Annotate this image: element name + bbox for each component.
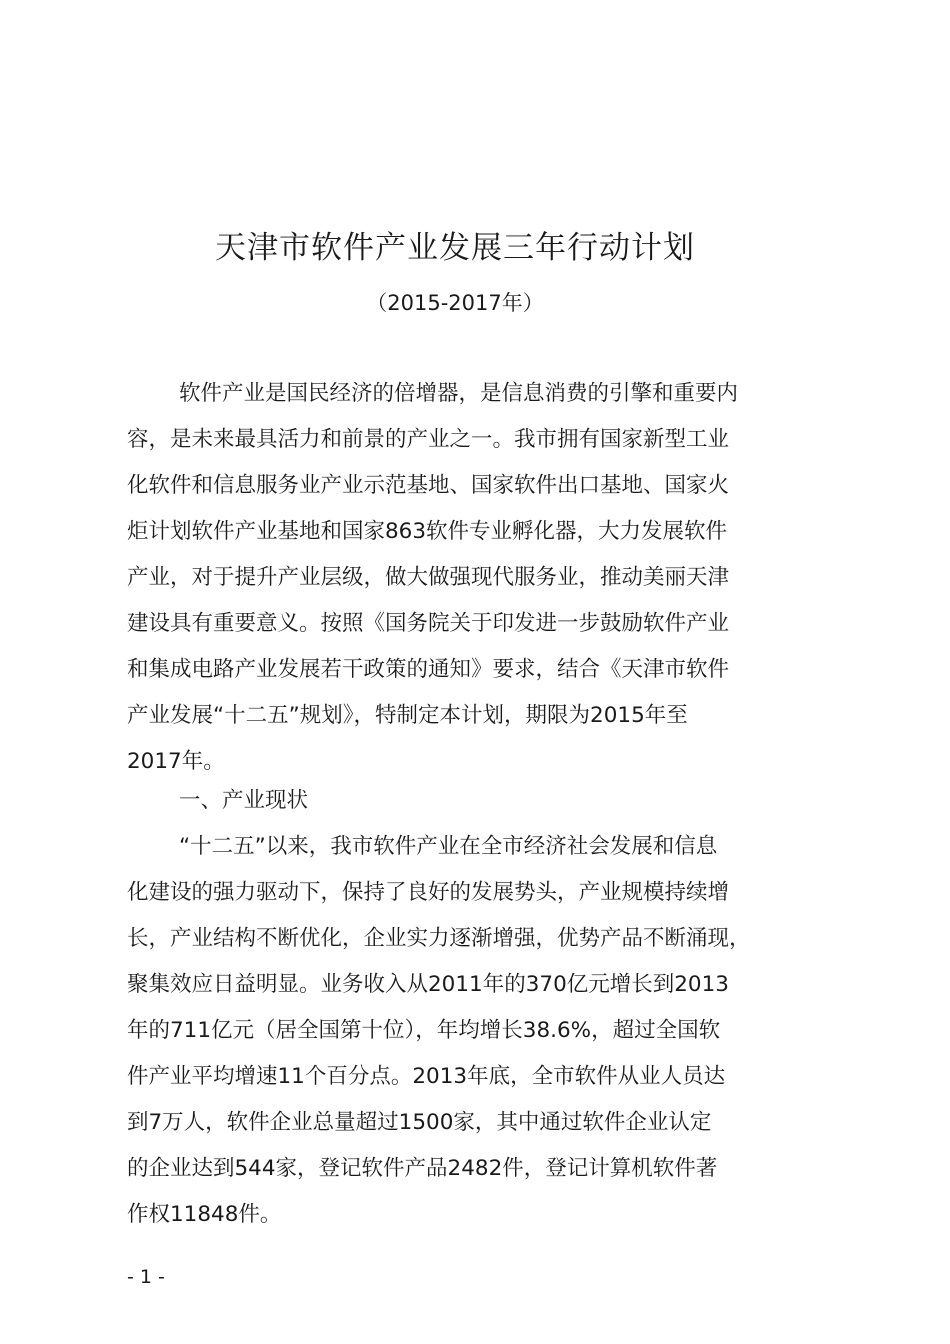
paragraph-line: 产业，对于提升产业层级，做大做强现代服务业，推动美丽天津 <box>127 565 730 590</box>
paragraph-line: 化软件和信息服务业产业示范基地、国家软件出口基地、国家火 <box>127 473 730 498</box>
document-title: 天津市软件产业发展三年行动计划 <box>215 230 695 266</box>
paragraph-line: 的企业达到544家，登记软件产品2482件，登记计算机软件著 <box>127 1156 718 1181</box>
intro-paragraph <box>127 371 787 785</box>
paragraph-line: 产业发展“十二五”规划》，特制定本计划，期限为2015年至 <box>127 703 688 728</box>
paragraph-line: 软件产业是国民经济的倍增器，是信息消费的引擎和重要内 <box>179 381 739 406</box>
paragraph-line: 聚集效应日益明显。业务收入从2011年的370亿元增长到2013 <box>127 972 729 997</box>
paragraph-line: 件产业平均增速11个百分点。2013年底，全市软件从业人员达 <box>127 1064 726 1089</box>
paragraph-line: 年的711亿元（居全国第十位），年均增长38.6%，超过全国软 <box>127 1018 721 1043</box>
page-number: - 1 - <box>127 1266 165 1288</box>
section1-paragraph <box>127 824 787 1238</box>
paragraph-line: “十二五”以来，我市软件产业在全市经济社会发展和信息 <box>179 834 718 859</box>
section-heading: 一、产业现状 <box>179 788 309 813</box>
document-subtitle: （2015-2017年） <box>366 291 544 315</box>
paragraph-line: 炬计划软件产业基地和国家863软件专业孵化器，大力发展软件 <box>127 519 728 544</box>
paragraph-line: 到7万人，软件企业总量超过1500家，其中通过软件企业认定 <box>127 1110 712 1135</box>
paragraph-line: 容，是未来最具活力和前景的产业之一。我市拥有国家新型工业 <box>127 427 730 452</box>
paragraph-line: 长，产业结构不断优化，企业实力逐渐增强，优势产品不断涌现， <box>127 926 751 951</box>
paragraph-line: 建设具有重要意义。按照《国务院关于印发进一步鼓励软件产业 <box>127 611 730 636</box>
paragraph-line: 化建设的强力驱动下，保持了良好的发展势头，产业规模持续增 <box>127 880 730 905</box>
paragraph-line: 2017年。 <box>127 749 225 774</box>
paragraph-line: 和集成电路产业发展若干政策的通知》要求，结合《天津市软件 <box>127 657 730 682</box>
paragraph-line: 作权11848件。 <box>127 1202 282 1227</box>
